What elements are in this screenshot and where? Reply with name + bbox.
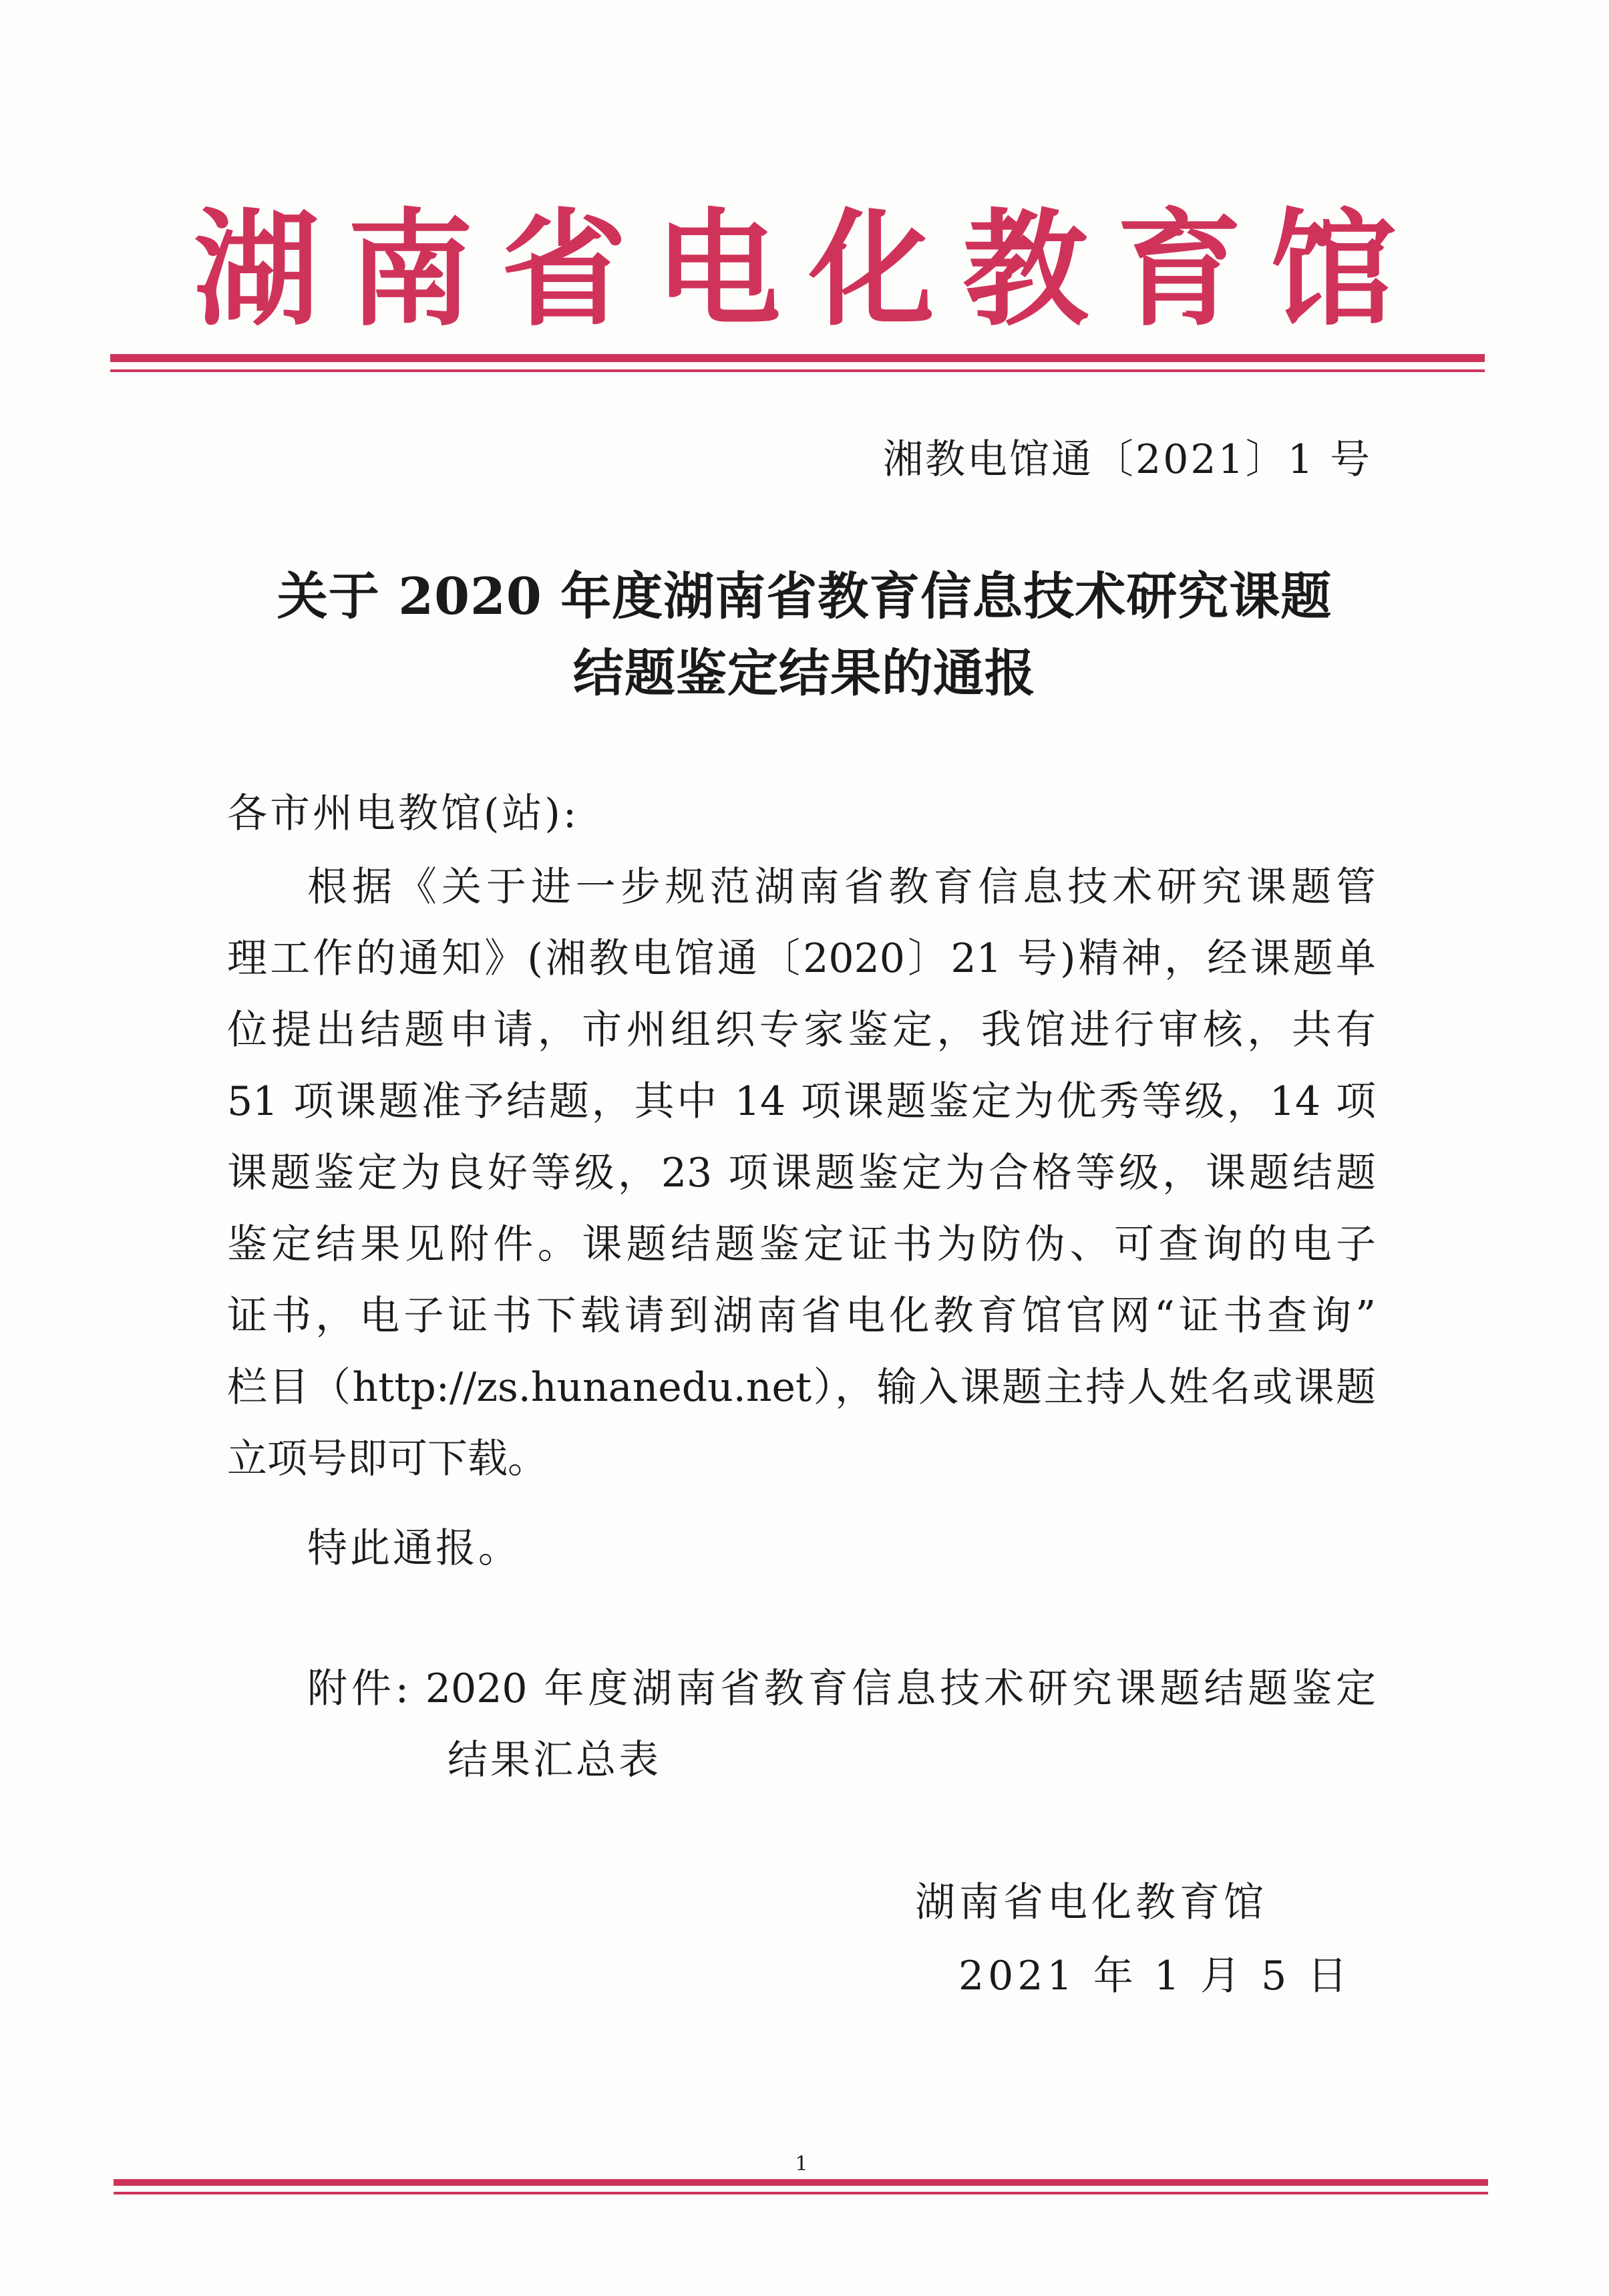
masthead-rule-thin bbox=[110, 369, 1485, 372]
document-title bbox=[134, 558, 1475, 711]
masthead-char: 南 bbox=[347, 197, 474, 343]
body-line: 课题鉴定为良好等级，23 项课题鉴定为合格等级，课题结题 bbox=[227, 1150, 1376, 1196]
masthead-org-name bbox=[194, 194, 1396, 347]
body-line: 鉴定结果见附件。课题结题鉴定证书为防伪、可查询的电子 bbox=[227, 1221, 1376, 1268]
masthead-char: 省 bbox=[501, 197, 627, 343]
masthead-char: 育 bbox=[1116, 197, 1242, 343]
body-line: 立项号即可下载。 bbox=[227, 1436, 548, 1482]
masthead-char: 教 bbox=[962, 197, 1089, 343]
signer-org: 湖南省电化教育馆 bbox=[915, 1879, 1268, 1926]
page-number: 1 bbox=[795, 2152, 808, 2176]
salutation: 各市州电教馆(站): bbox=[227, 790, 580, 837]
masthead-char: 电 bbox=[655, 197, 781, 343]
body-line: 位提出结题申请，市州组织专家鉴定，我馆进行审核，共有 bbox=[227, 1007, 1376, 1053]
document-number: 湘教电馆通〔2021〕1 号 bbox=[883, 436, 1372, 483]
footer-rule-thick bbox=[114, 2179, 1488, 2186]
issue-date: 2021 年 1 月 5 日 bbox=[958, 1953, 1352, 1999]
footer-rule-thin bbox=[114, 2192, 1488, 2194]
masthead-char: 化 bbox=[809, 197, 935, 343]
title-line-2: 结题鉴定结果的通报 bbox=[573, 643, 1036, 703]
body-line: 栏目（http://zs.hunanedu.net），输入课题主持人姓名或课题 bbox=[227, 1364, 1376, 1411]
masthead-char: 湖 bbox=[194, 197, 319, 343]
body-line: 51 项课题准予结题，其中 14 项课题鉴定为优秀等级，14 项 bbox=[227, 1078, 1376, 1125]
masthead-rule-thick bbox=[110, 354, 1485, 362]
body-line: 证书，电子证书下载请到湖南省电化教育馆官网“证书查询” bbox=[227, 1293, 1376, 1339]
closing-remark: 特此通报。 bbox=[307, 1525, 521, 1572]
title-line-1: 关于 2020 年度湖南省教育信息技术研究课题 bbox=[277, 566, 1332, 626]
attachment-line-1: 附件: 2020 年度湖南省教育信息技术研究课题结题鉴定 bbox=[307, 1665, 1376, 1712]
masthead-char: 馆 bbox=[1270, 197, 1396, 343]
body-paragraph bbox=[227, 852, 1376, 1495]
body-line: 理工作的通知》(湘教电馆通〔2020〕21 号)精神，经课题单 bbox=[227, 935, 1376, 982]
body-line: 根据《关于进一步规范湖南省教育信息技术研究课题管 bbox=[307, 864, 1376, 911]
attachment-line-2: 结果汇总表 bbox=[448, 1737, 661, 1784]
attachment-note bbox=[307, 1653, 1376, 1796]
